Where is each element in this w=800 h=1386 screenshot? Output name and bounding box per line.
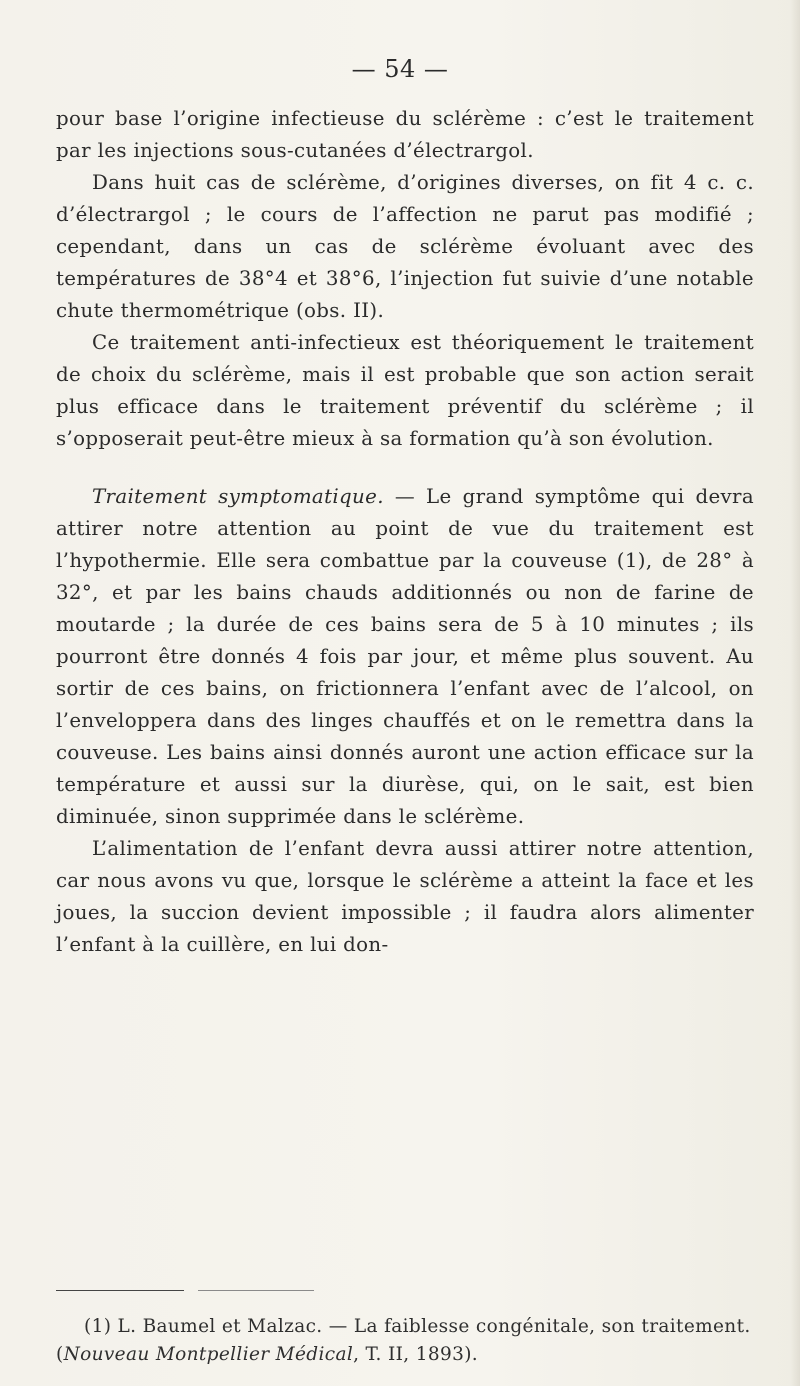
paragraph-2: Dans huit cas de sclérème, d’origines diverses, on fit 4 c. c. d’électrargol ; le cours de l’affection ne parut pas modifié ; cependant, dans un cas de sclérème évoluant avec des températures de 38°4 et 38°6, l’injection fut suivie d’une notable chute thermométrique (obs. II). (56, 171, 754, 322)
footnotes (56, 1313, 754, 1369)
footnote-rule (56, 1290, 184, 1291)
paragraph-1: pour base l’origine infectieuse du sclérème : c’est le traitement par les injections sous-cutanées d’électrargol. (56, 107, 754, 162)
paragraph-gap (56, 455, 754, 481)
footnote-1-journal: Nouveau Montpellier Médical (63, 1344, 354, 1365)
paragraph-4 (56, 481, 754, 833)
paragraph-5: L’alimentation de l’enfant devra aussi attirer notre attention, car nous avons vu que, lorsque le sclérème a atteint la face et les joues, la succion devient impossible ; il faudra alors alimenter l’enfant à la cuillère, en lui don- (56, 837, 754, 956)
paragraph-3: Ce traitement anti-infectieux est théoriquement le traitement de choix du sclérème, mais il est probable que son action serait plus efficace dans le traitement préventif du sclérème ; il s’opposerait peut-être mieux à sa formation qu’à son évolution. (56, 331, 754, 450)
section-heading: Traitement symptomatique. (92, 485, 384, 508)
page-edge-shadow (790, 0, 800, 1386)
page-number: — 54 — (351, 55, 449, 83)
footnote-1-suffix: , T. II, 1893). (353, 1344, 479, 1365)
footnote-1 (56, 1313, 754, 1369)
body-text (56, 103, 754, 961)
footnote-rule-secondary (198, 1290, 314, 1291)
footnote-1-prefix: (1) L. Baumel et Malzac. — La faiblesse congénitale, son traitement. ( (56, 1316, 751, 1365)
paragraph-4-text: — Le grand symptôme qui devra attirer notre attention au point de vue du traitement est l’hypothermie. Elle sera combattue par la couveuse (1), de 28° à 32°, et par les bains chauds additionnés ou non de farine de moutarde ; la durée de ces bains sera de 5 à 10 minutes ; ils pourront être donnés 4 fois par jour, et même plus souvent. Au sortir de ces bains, on frictionnera l’enfant avec de l’alcool, on l’enveloppera dans des linges chauffés et on le remettra dans la couveuse. Les bains ainsi donnés auront une action efficace sur la température et aussi sur la diurèse, qui, on le sait, est bien diminuée, sinon supprimée dans le sclérème. (56, 485, 754, 828)
